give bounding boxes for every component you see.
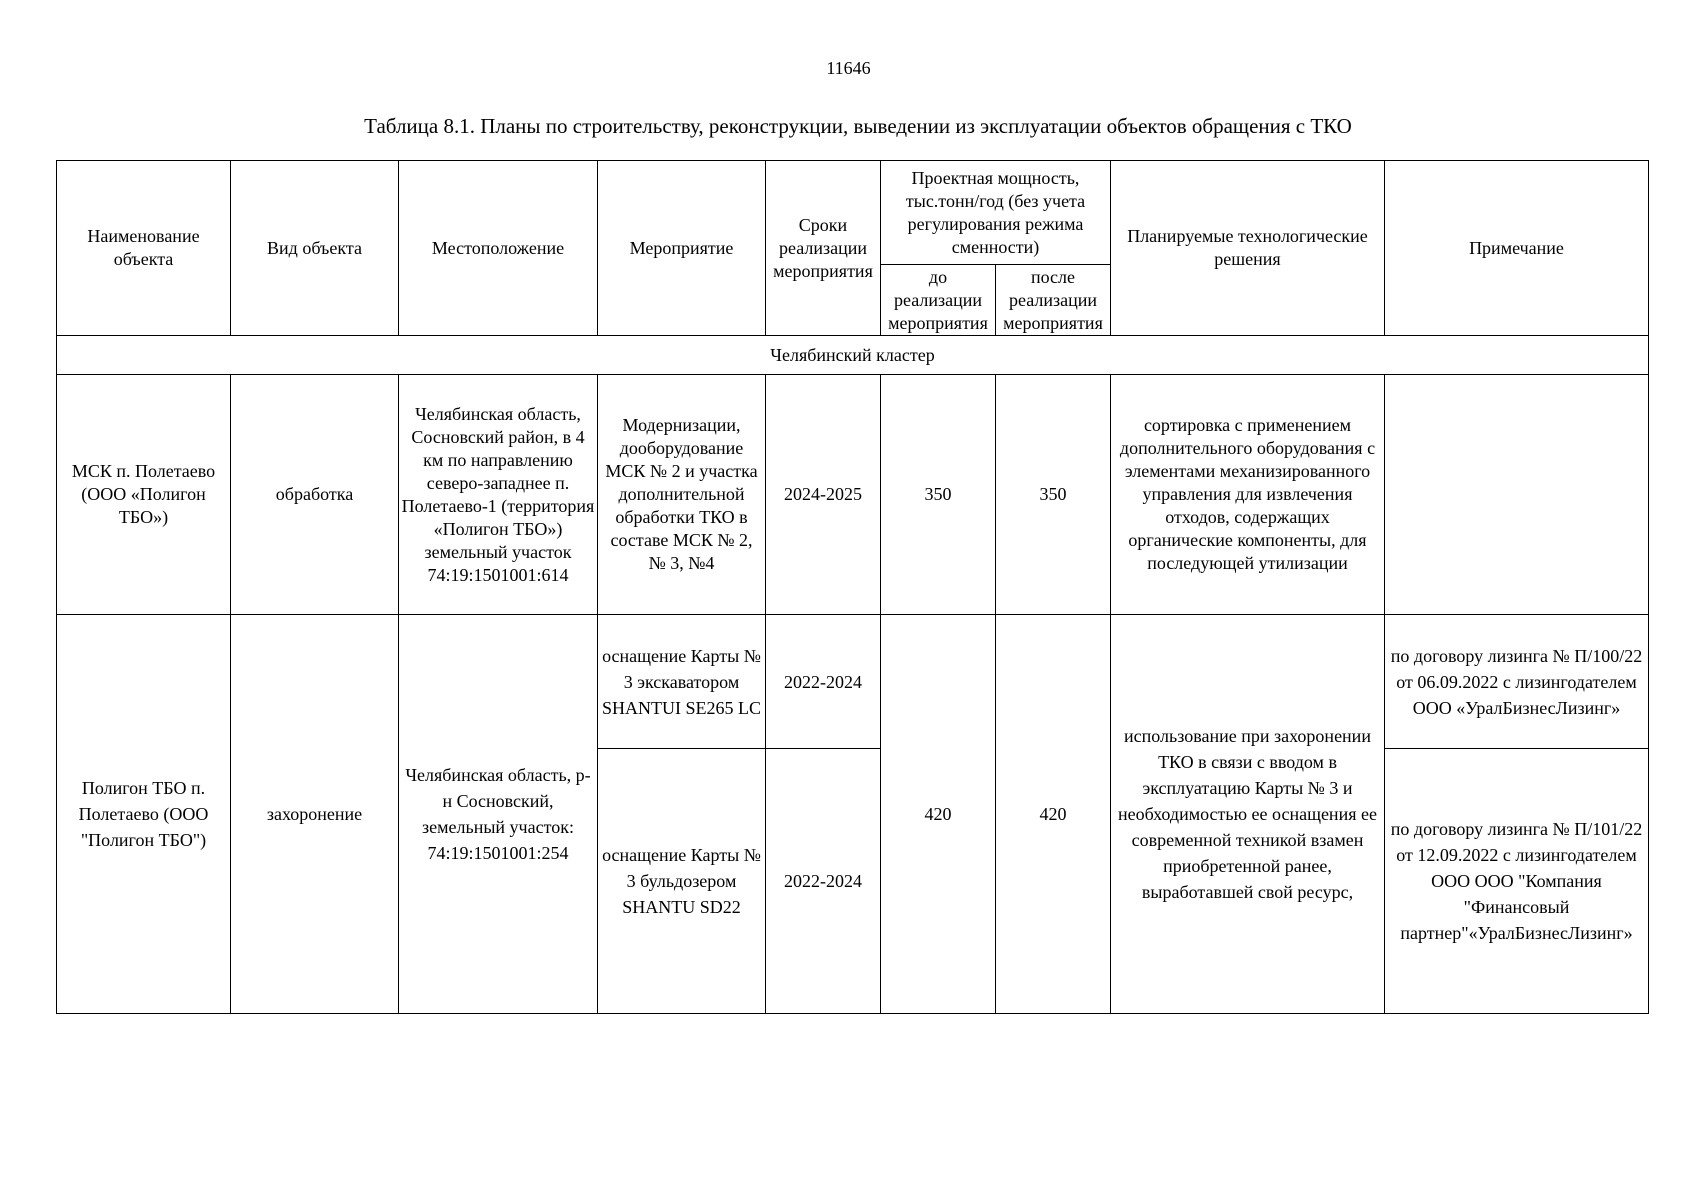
header-solutions: Планируемые технологические решения bbox=[1111, 161, 1385, 336]
header-location: Местоположение bbox=[399, 161, 598, 336]
header-before: до реализации мероприятия bbox=[881, 265, 996, 336]
row2-activity-a: оснащение Карты № 3 экскаватором SHANTUI SE265 LC bbox=[598, 615, 766, 749]
page-number: 11646 bbox=[826, 58, 871, 78]
row1-before: 350 bbox=[881, 375, 996, 615]
row1-terms: 2024-2025 bbox=[766, 375, 881, 615]
row1-name: МСК п. Полетаево (ООО «Полигон ТБО») bbox=[57, 375, 231, 615]
row1-solutions: сортировка с применением дополнительного оборудования с элементами механизированного управления для извлечения отходов, содержащих органические компоненты, для последующей утилизации bbox=[1111, 375, 1385, 615]
row2-name: Полигон ТБО п. Полетаево (ООО "Полигон ТБО") bbox=[57, 615, 231, 1014]
header-after: после реализации мероприятия bbox=[996, 265, 1111, 336]
row2-type: захоронение bbox=[231, 615, 399, 1014]
table-title: Таблица 8.1. Планы по строительству, реконструкции, выведении из эксплуатации объектов обращения с ТКО bbox=[364, 114, 1352, 138]
header-activity: Мероприятие bbox=[598, 161, 766, 336]
row2-terms-b: 2022-2024 bbox=[766, 749, 881, 1014]
row2-note-a: по договору лизинга № П/100/22 от 06.09.2022 с лизингодателем ООО «УралБизнесЛизинг» bbox=[1385, 615, 1649, 749]
row2-location: Челябинская область, р-н Сосновский, земельный участок: 74:19:1501001:254 bbox=[399, 615, 598, 1014]
row2-terms-a: 2022-2024 bbox=[766, 615, 881, 749]
row2-note-b: по договору лизинга № П/101/22 от 12.09.2022 с лизингодателем ООО ООО "Компания "Финансовый партнер"«УралБизнесЛизинг» bbox=[1385, 749, 1649, 1014]
row1-after: 350 bbox=[996, 375, 1111, 615]
facilities-table bbox=[56, 160, 1649, 1014]
cluster-row bbox=[57, 336, 1649, 375]
header-capacity: Проектная мощность, тыс.тонн/год (без учета регулирования режима сменности) bbox=[881, 161, 1111, 265]
header-name: Наименование объекта bbox=[57, 161, 231, 336]
row2-activity-b: оснащение Карты № 3 бульдозером SHANTU SD22 bbox=[598, 749, 766, 1014]
row1-note bbox=[1385, 375, 1649, 615]
header-row bbox=[57, 161, 1649, 265]
header-terms: Сроки реализации мероприятия bbox=[766, 161, 881, 336]
header-type: Вид объекта bbox=[231, 161, 399, 336]
header-note: Примечание bbox=[1385, 161, 1649, 336]
table-row bbox=[57, 615, 1649, 749]
table-row bbox=[57, 375, 1649, 615]
cluster-label: Челябинский кластер bbox=[57, 336, 1649, 375]
row2-solutions: использование при захоронении ТКО в связи с вводом в эксплуатацию Карты № 3 и необходимостью ее оснащения ее современной техникой взамен приобретенной ранее, выработавшей свой ресурс, bbox=[1111, 615, 1385, 1014]
row1-activity: Модернизации, дооборудование МСК № 2 и участка дополнительной обработки ТКО в составе МСК № 2, № 3, №4 bbox=[598, 375, 766, 615]
row2-before: 420 bbox=[881, 615, 996, 1014]
row1-type: обработка bbox=[231, 375, 399, 615]
row1-location: Челябинская область, Сосновский район, в 4 км по направлению северо-западнее п. Полетаево-1 (территория «Полигон ТБО») земельный участок 74:19:1501001:614 bbox=[399, 375, 598, 615]
row2-after: 420 bbox=[996, 615, 1111, 1014]
